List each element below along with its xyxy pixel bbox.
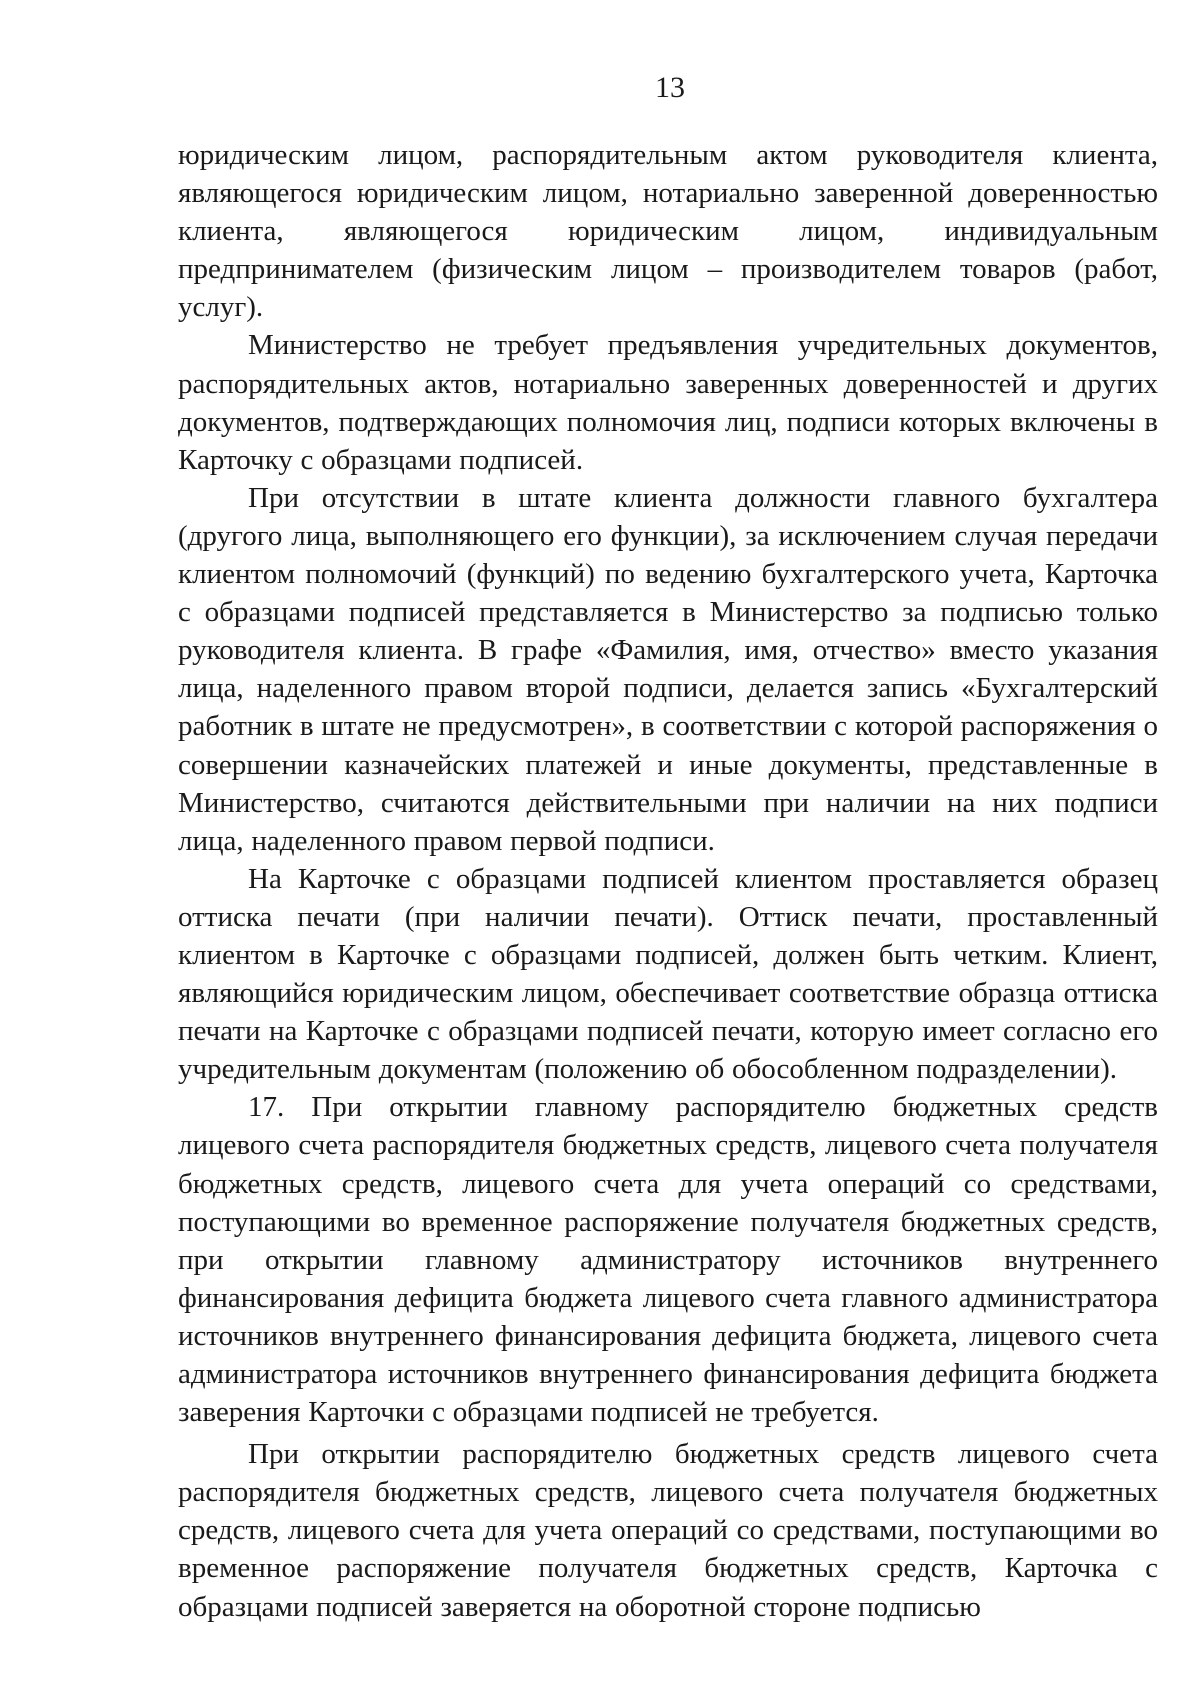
- page-number: 13: [655, 71, 685, 104]
- paragraph-5: 17. При открытии главному распорядителю бюджетных средств лицевого счета распорядителя бюджетных средств, лицевого счета получателя бюджетных средств, лицевого счета для учета операций со средствами, поступающими во временное распоряжение получателя бюджетных средств, при открытии главному администратору источников внутреннего финансирования дефицита бюджета лицевого счета главного администратора источников внутреннего финансирования дефицита бюджета, лицевого счета администратора источников внутреннего финансирования дефицита бюджета заверения Карточки с образцами подписей не требуется.: [178, 1091, 1158, 1429]
- document-body: [178, 136, 1158, 1626]
- paragraph-1: юридическим лицом, распорядительным актом руководителя клиента, являющегося юридическим лицом, нотариально заверенной доверенностью клиента, являющегося юридическим лицом, индивидуальным предпринимателем (физическим лицом – производителем товаров (работ, услуг).: [178, 139, 1158, 324]
- paragraph-3: При отсутствии в штате клиента должности главного бухгалтера (другого лица, выполняющего его функции), за исключением случая передачи клиентом полномочий (функций) по ведению бухгалтерского учета, Карточка с образцами подписей представляется в Министерство за подписью только руководителя клиента. В графе «Фамилия, имя, отчество» вместо указания лица, наделенного правом второй подписи, делается запись «Бухгалтерский работник в штате не предусмотрен», в соответствии с которой распоряжения о совершении казначейских платежей и иные документы, представленные в Министерство, считаются действительными при наличии на них подписи лица, наделенного правом первой подписи.: [178, 481, 1158, 857]
- paragraph-6: При открытии распорядителю бюджетных средств лицевого счета распорядителя бюджетных средств, лицевого счета получателя бюджетных средств, лицевого счета для учета операций со средствами, поступающими во временное распоряжение получателя бюджетных средств, Карточка с образцами подписей заверяется на оборотной стороне подписью: [178, 1438, 1158, 1623]
- paragraph-4: На Карточке с образцами подписей клиентом проставляется образец оттиска печати (при наличии печати). Оттиск печати, проставленный клиентом в Карточке с образцами подписей, должен быть четким. Клиент, являющийся юридическим лицом, обеспечивает соответствие образца оттиска печати на Карточке с образцами подписей печати, которую имеет согласно его учредительным документам (положению об обособленном подразделении).: [178, 862, 1158, 1086]
- paragraph-2: Министерство не требует предъявления учредительных документов, распорядительных актов, нотариально заверенных доверенностей и других документов, подтверждающих полномочия лиц, подписи которых включены в Карточку с образцами подписей.: [178, 329, 1158, 476]
